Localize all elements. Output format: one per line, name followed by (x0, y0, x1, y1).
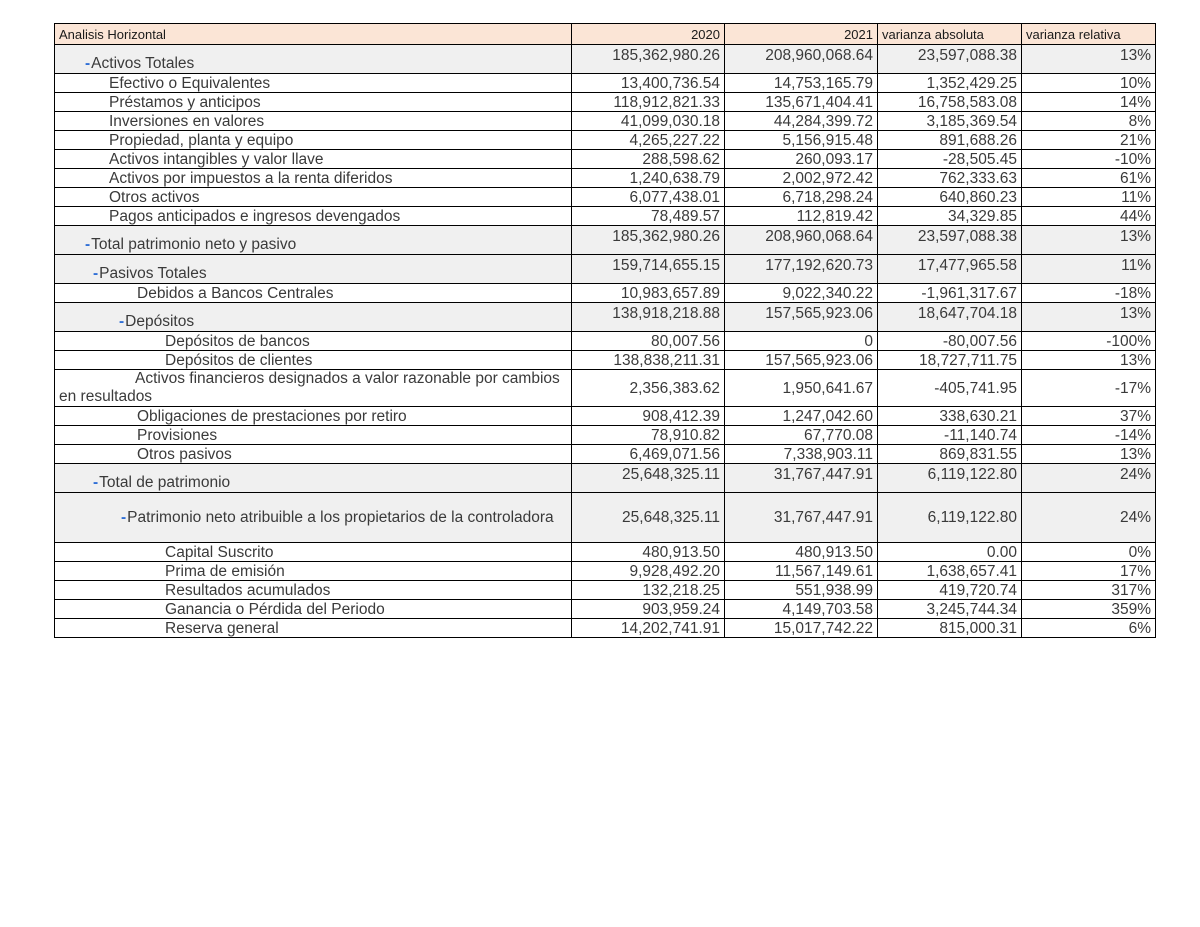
table-row (55, 426, 1156, 445)
table-row (55, 112, 1156, 131)
cell-varianza-absoluta[interactable]: 762,333.63 (878, 169, 1022, 188)
row-label[interactable]: Préstamos y anticipos (55, 93, 572, 112)
table-row-pasivos-totales (55, 255, 1156, 284)
row-label[interactable]: Depósitos de bancos (55, 332, 572, 351)
collapse-toggle-icon[interactable]: - (93, 265, 99, 282)
cell-2021[interactable]: 0 (725, 332, 878, 351)
cell-2021[interactable]: 208,960,068.64 (725, 45, 878, 74)
table-row (55, 445, 1156, 464)
cell-2020[interactable]: 25,648,325.11 (572, 464, 725, 493)
cell-2021[interactable]: 5,156,915.48 (725, 131, 878, 150)
row-label: Total patrimonio neto y pasivo (91, 236, 297, 253)
cell-varianza-absoluta[interactable]: 0.00 (878, 543, 1022, 562)
cell-varianza-absoluta[interactable]: 34,329.85 (878, 207, 1022, 226)
row-label: Total de patrimonio (99, 474, 231, 491)
row-label-cell[interactable] (55, 303, 572, 332)
header-row (55, 24, 1156, 45)
table-row (55, 93, 1156, 112)
cell-2021[interactable]: 112,819.42 (725, 207, 878, 226)
cell-2020[interactable]: 185,362,980.26 (572, 45, 725, 74)
cell-varianza-absoluta[interactable]: 3,185,369.54 (878, 112, 1022, 131)
cell-2021[interactable]: 31,767,447.91 (725, 493, 878, 543)
cell-2020[interactable]: 903,959.24 (572, 600, 725, 619)
cell-2020[interactable]: 41,099,030.18 (572, 112, 725, 131)
cell-varianza-absoluta[interactable]: 6,119,122.80 (878, 493, 1022, 543)
cell-2020[interactable]: 138,918,218.88 (572, 303, 725, 332)
collapse-toggle-icon[interactable]: - (121, 508, 127, 526)
cell-varianza-absoluta[interactable]: 419,720.74 (878, 581, 1022, 600)
row-label-cell[interactable] (55, 255, 572, 284)
cell-varianza-relativa[interactable]: 13% (1022, 45, 1156, 74)
row-label[interactable]: Capital Suscrito (55, 543, 572, 562)
collapse-toggle-icon[interactable]: - (85, 55, 91, 72)
cell-varianza-relativa[interactable]: 8% (1022, 112, 1156, 131)
row-label[interactable]: Reserva general (55, 619, 572, 638)
cell-varianza-absoluta[interactable]: 6,119,122.80 (878, 464, 1022, 493)
row-label[interactable]: Provisiones (55, 426, 572, 445)
row-label[interactable]: Otros pasivos (55, 445, 572, 464)
cell-varianza-absoluta[interactable]: 23,597,088.38 (878, 226, 1022, 255)
table-row (55, 581, 1156, 600)
cell-varianza-relativa[interactable]: 6% (1022, 619, 1156, 638)
row-label[interactable]: Ganancia o Pérdida del Periodo (55, 600, 572, 619)
table-row-activos-totales (55, 45, 1156, 74)
row-label[interactable]: Pagos anticipados e ingresos devengados (55, 207, 572, 226)
row-label[interactable]: Prima de emisión (55, 562, 572, 581)
cell-2021[interactable]: 551,938.99 (725, 581, 878, 600)
cell-varianza-absoluta[interactable]: 16,758,583.08 (878, 93, 1022, 112)
header-col-2020[interactable]: 2020 (572, 24, 725, 45)
table-row-total-patrimonio-neto-y-pasivo (55, 226, 1156, 255)
cell-varianza-relativa[interactable]: -14% (1022, 426, 1156, 445)
cell-varianza-absoluta[interactable]: 1,638,657.41 (878, 562, 1022, 581)
cell-varianza-relativa[interactable]: 317% (1022, 581, 1156, 600)
header-col-varianza-relativa[interactable]: varianza relativa (1022, 24, 1156, 45)
row-label[interactable]: Activos financieros designados a valor razonable por cambios en resultados (55, 370, 572, 407)
table-row (55, 74, 1156, 93)
cell-2021[interactable]: 2,002,972.42 (725, 169, 878, 188)
cell-2020[interactable]: 1,240,638.79 (572, 169, 725, 188)
cell-2021[interactable]: 11,567,149.61 (725, 562, 878, 581)
cell-2020[interactable]: 13,400,736.54 (572, 74, 725, 93)
collapse-toggle-icon[interactable]: - (119, 313, 125, 330)
cell-varianza-relativa[interactable]: 11% (1022, 188, 1156, 207)
table-row-depositos (55, 303, 1156, 332)
collapse-toggle-icon[interactable]: - (85, 236, 91, 253)
table-row (55, 562, 1156, 581)
cell-2020[interactable]: 80,007.56 (572, 332, 725, 351)
cell-2020[interactable]: 6,469,071.56 (572, 445, 725, 464)
cell-varianza-absoluta[interactable]: -11,140.74 (878, 426, 1022, 445)
cell-varianza-absoluta[interactable]: 640,860.23 (878, 188, 1022, 207)
cell-varianza-relativa[interactable]: 0% (1022, 543, 1156, 562)
cell-varianza-relativa[interactable]: 21% (1022, 131, 1156, 150)
cell-varianza-relativa[interactable]: -100% (1022, 332, 1156, 351)
cell-varianza-relativa[interactable]: 61% (1022, 169, 1156, 188)
row-label[interactable]: Otros activos (55, 188, 572, 207)
cell-varianza-relativa[interactable]: 44% (1022, 207, 1156, 226)
cell-varianza-absoluta[interactable]: -28,505.45 (878, 150, 1022, 169)
table-row (55, 407, 1156, 426)
row-label[interactable]: Inversiones en valores (55, 112, 572, 131)
collapse-toggle-icon[interactable]: - (93, 474, 99, 491)
table-row (55, 619, 1156, 638)
cell-2021[interactable]: 15,017,742.22 (725, 619, 878, 638)
row-label-cell[interactable] (55, 464, 572, 493)
cell-varianza-absoluta[interactable]: 17,477,965.58 (878, 255, 1022, 284)
cell-2021[interactable]: 480,913.50 (725, 543, 878, 562)
cell-2020[interactable]: 159,714,655.15 (572, 255, 725, 284)
table-row-total-de-patrimonio (55, 464, 1156, 493)
cell-varianza-relativa[interactable]: -18% (1022, 284, 1156, 303)
cell-2020[interactable]: 9,928,492.20 (572, 562, 725, 581)
row-label: Pasivos Totales (99, 265, 207, 282)
row-label[interactable]: Depósitos de clientes (55, 351, 572, 370)
row-label[interactable]: Activos por impuestos a la renta diferidos (55, 169, 572, 188)
cell-2020[interactable]: 132,218.25 (572, 581, 725, 600)
cell-2021[interactable]: 260,093.17 (725, 150, 878, 169)
cell-varianza-absoluta[interactable]: 891,688.26 (878, 131, 1022, 150)
cell-varianza-relativa[interactable]: -17% (1022, 370, 1156, 407)
table-row (55, 150, 1156, 169)
cell-2021[interactable]: 1,950,641.67 (725, 370, 878, 407)
cell-2020[interactable]: 185,362,980.26 (572, 226, 725, 255)
cell-2020[interactable]: 138,838,211.31 (572, 351, 725, 370)
cell-varianza-absoluta[interactable]: -405,741.95 (878, 370, 1022, 407)
table-row (55, 370, 1156, 407)
cell-2021[interactable]: 31,767,447.91 (725, 464, 878, 493)
cell-2021[interactable]: 177,192,620.73 (725, 255, 878, 284)
row-label: Activos Totales (91, 55, 195, 72)
cell-2021[interactable]: 9,022,340.22 (725, 284, 878, 303)
cell-2020[interactable]: 288,598.62 (572, 150, 725, 169)
cell-2021[interactable]: 6,718,298.24 (725, 188, 878, 207)
cell-2021[interactable]: 1,247,042.60 (725, 407, 878, 426)
cell-2021[interactable]: 135,671,404.41 (725, 93, 878, 112)
table-row (55, 351, 1156, 370)
table-row (55, 332, 1156, 351)
cell-2020[interactable]: 10,983,657.89 (572, 284, 725, 303)
cell-2020[interactable]: 118,912,821.33 (572, 93, 725, 112)
table-row (55, 207, 1156, 226)
cell-2021[interactable]: 4,149,703.58 (725, 600, 878, 619)
cell-varianza-relativa[interactable]: 359% (1022, 600, 1156, 619)
cell-2021[interactable]: 157,565,923.06 (725, 303, 878, 332)
row-label: Depósitos (125, 313, 195, 330)
cell-varianza-absoluta[interactable]: 338,630.21 (878, 407, 1022, 426)
row-label: Patrimonio neto atribuible a los propietarios de la controladora (127, 508, 554, 526)
cell-varianza-relativa[interactable]: 10% (1022, 74, 1156, 93)
cell-2021[interactable]: 44,284,399.72 (725, 112, 878, 131)
cell-2020[interactable]: 4,265,227.22 (572, 131, 725, 150)
row-label[interactable]: Efectivo o Equivalentes (55, 74, 572, 93)
cell-varianza-absoluta[interactable]: 18,727,711.75 (878, 351, 1022, 370)
cell-varianza-absoluta[interactable]: 3,245,744.34 (878, 600, 1022, 619)
header-col-varianza-absoluta[interactable]: varianza absoluta (878, 24, 1022, 45)
cell-2021[interactable]: 157,565,923.06 (725, 351, 878, 370)
header-title[interactable]: Analisis Horizontal (55, 24, 572, 45)
cell-varianza-absoluta[interactable]: 869,831.55 (878, 445, 1022, 464)
cell-varianza-absoluta[interactable]: 18,647,704.18 (878, 303, 1022, 332)
cell-2020[interactable]: 78,489.57 (572, 207, 725, 226)
cell-2020[interactable]: 6,077,438.01 (572, 188, 725, 207)
cell-varianza-relativa[interactable]: 13% (1022, 303, 1156, 332)
cell-varianza-absoluta[interactable]: -1,961,317.67 (878, 284, 1022, 303)
row-label-cell[interactable] (55, 226, 572, 255)
cell-varianza-absoluta[interactable]: 23,597,088.38 (878, 45, 1022, 74)
table-row (55, 284, 1156, 303)
cell-2020[interactable]: 2,356,383.62 (572, 370, 725, 407)
cell-2020[interactable]: 908,412.39 (572, 407, 725, 426)
cell-2020[interactable]: 78,910.82 (572, 426, 725, 445)
cell-2021[interactable]: 208,960,068.64 (725, 226, 878, 255)
cell-varianza-absoluta[interactable]: 1,352,429.25 (878, 74, 1022, 93)
cell-varianza-relativa[interactable]: 14% (1022, 93, 1156, 112)
cell-varianza-absoluta[interactable]: 815,000.31 (878, 619, 1022, 638)
row-label[interactable]: Obligaciones de prestaciones por retiro (55, 407, 572, 426)
cell-varianza-absoluta[interactable]: -80,007.56 (878, 332, 1022, 351)
cell-2021[interactable]: 14,753,165.79 (725, 74, 878, 93)
row-label-cell[interactable] (55, 45, 572, 74)
header-col-2021[interactable]: 2021 (725, 24, 878, 45)
cell-varianza-relativa[interactable]: -10% (1022, 150, 1156, 169)
cell-2021[interactable]: 67,770.08 (725, 426, 878, 445)
cell-varianza-relativa[interactable]: 24% (1022, 493, 1156, 543)
analisis-horizontal-table (54, 23, 1156, 638)
cell-2020[interactable]: 480,913.50 (572, 543, 725, 562)
cell-varianza-relativa[interactable]: 37% (1022, 407, 1156, 426)
cell-varianza-relativa[interactable]: 24% (1022, 464, 1156, 493)
table-row (55, 169, 1156, 188)
cell-2020[interactable]: 25,648,325.11 (572, 493, 725, 543)
row-label-cell[interactable] (55, 493, 572, 543)
cell-varianza-relativa[interactable]: 13% (1022, 226, 1156, 255)
table-row (55, 131, 1156, 150)
table-row (55, 600, 1156, 619)
table-row (55, 188, 1156, 207)
cell-2021[interactable]: 7,338,903.11 (725, 445, 878, 464)
cell-varianza-relativa[interactable]: 11% (1022, 255, 1156, 284)
row-label[interactable]: Propiedad, planta y equipo (55, 131, 572, 150)
row-label[interactable]: Debidos a Bancos Centrales (55, 284, 572, 303)
row-label[interactable]: Activos intangibles y valor llave (55, 150, 572, 169)
cell-varianza-relativa[interactable]: 17% (1022, 562, 1156, 581)
table-row-patrimonio-neto-atribuible (55, 493, 1156, 543)
cell-varianza-relativa[interactable]: 13% (1022, 351, 1156, 370)
cell-2020[interactable]: 14,202,741.91 (572, 619, 725, 638)
cell-varianza-relativa[interactable]: 13% (1022, 445, 1156, 464)
table-row (55, 543, 1156, 562)
row-label[interactable]: Resultados acumulados (55, 581, 572, 600)
